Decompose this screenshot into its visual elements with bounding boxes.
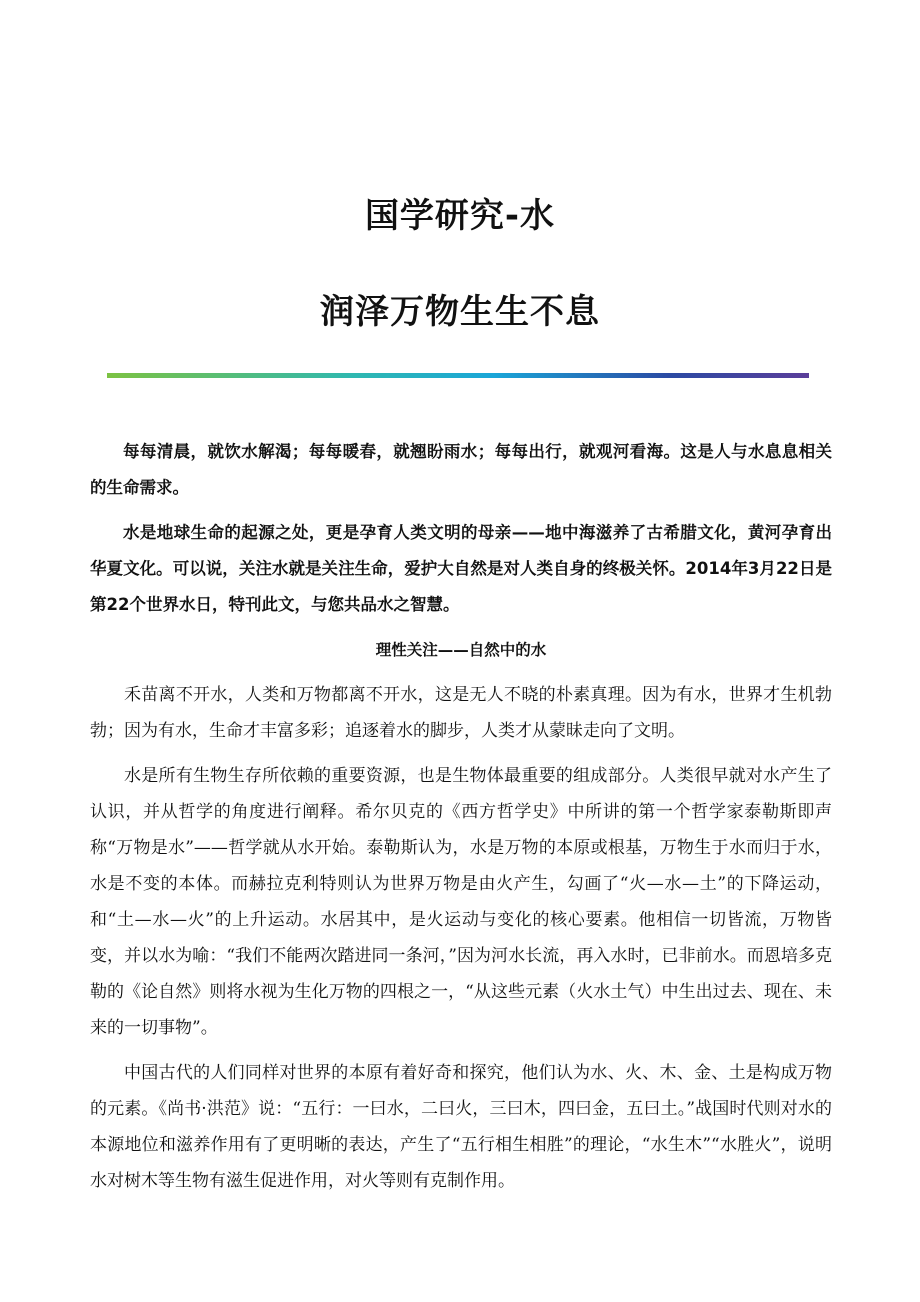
section-heading: 理性关注——自然中的水 xyxy=(375,641,547,659)
article-body xyxy=(90,434,832,1208)
intro-paragraph-1: 每每清晨，就饮水解渴；每每暖春，就翘盼雨水；每每出行，就观河看海。这是人与水息息相关的生命需求。 xyxy=(90,442,832,497)
page-title: 国学研究-水 xyxy=(364,196,556,236)
body-paragraph-2: 水是所有生物生存所依赖的重要资源，也是生物体最重要的组成部分。人类很早就对水产生了认识，并从哲学的角度进行阐释。希尔贝克的《西方哲学史》中所讲的第一个哲学家泰勒斯即声称“万物是水”——哲学就从水开始。泰勒斯认为，水是万物的本原或根基，万物生于水而归于水，水是不变的本体。而赫拉克利特则认为世界万物是由火产生，勾画了“火—水—土”的下降运动，和“土—水—火”的上升运动。水居其中，是火运动与变化的核心要素。他相信一切皆流，万物皆变，并以水为喻：“我们不能两次踏进同一条河，”因为河水长流，再入水时，已非前水。而恩培多克勒的《论自然》则将水视为生化万物的四根之一，“从这些元素（火水土气）中生出过去、现在、未来的一切事物”。 xyxy=(90,766,832,1038)
body-paragraph-1: 禾苗离不开水，人类和万物都离不开水，这是无人不晓的朴素真理。因为有水，世界才生机勃勃；因为有水，生命才丰富多彩；追逐着水的脚步，人类才从蒙昧走向了文明。 xyxy=(90,685,832,741)
body-paragraph-3: 中国古代的人们同样对世界的本原有着好奇和探究，他们认为水、火、木、金、土是构成万物的元素。《尚书·洪范》说：“五行：一曰水，二曰火，三曰木，四曰金，五曰土。”战国时代则对水的本源地位和滋养作用有了更明晰的表达，产生了“五行相生相胜”的理论，“水生木”“水胜火”，说明水对树木等生物有滋生促进作用，对火等则有克制作用。 xyxy=(90,1063,832,1191)
intro-paragraph-2: 水是地球生命的起源之处，更是孕育人类文明的母亲——地中海滋养了古希腊文化，黄河孕育出华夏文化。可以说，关注水就是关注生命，爱护大自然是对人类自身的终极关怀。2014年3月22日是第22个世界水日，特刊此文，与您共品水之智慧。 xyxy=(90,523,832,614)
page-subtitle: 润泽万物生生不息 xyxy=(320,292,600,332)
gradient-divider xyxy=(107,373,809,378)
